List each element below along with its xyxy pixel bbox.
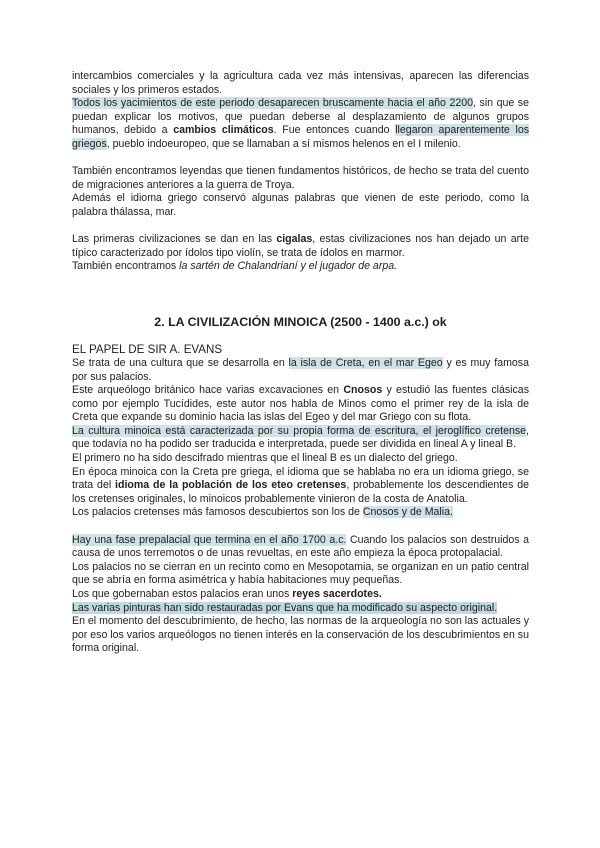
bold-text: idioma de la población de los eteo cretenses [115, 479, 347, 492]
text-run: Los palacios cretenses más famosos descubiertos son los de [72, 506, 363, 519]
highlight-text: Hay una fase prepalacial que termina en el año 1700 a.c. [72, 533, 347, 546]
paragraph-intro-5 [72, 233, 529, 260]
bold-text: reyes sacerdotes. [292, 588, 382, 600]
highlight-text: Las varias pinturas han sido restauradas por Evans que ha modificado su aspecto original. [72, 601, 498, 614]
text-run: y estudió las fuentes clásicas como por ejemplo Tucídides, este autor nos habla de Minos como el primer rey de la isla de Creta que expande su dominio hacia las islas del Egeo y del mar Griego con su flota. [72, 384, 529, 424]
text-run: Cuando los palacios son destruidos a causa de unos terremotos o de unas revueltas, en este año empieza la época protopalacial. [72, 533, 529, 560]
text-run: También encontramos [72, 260, 180, 273]
paragraph-intro-3: También encontramos leyendas que tienen fundamentos históricos, de hecho se trata del cuento de migraciones anteriores a la guerra de Troya. [72, 165, 529, 191]
highlight-text: la isla de Creta, en el mar Egeo [288, 356, 443, 369]
paragraph-section-9 [72, 588, 529, 602]
paragraph-section-6 [72, 506, 529, 520]
highlight-text: Cnosos y de Malia. [362, 506, 453, 519]
italic-text: la sartén de Chalandrianí y el jugador de arpa. [179, 260, 398, 273]
section-heading: 2. LA CIVILIZACIÓN MINOICA (2500 - 1400 a.c.) ok [154, 314, 447, 329]
text-run: , pueblo indoeuropeo, que se llamaban a sí mismos helenos en el I milenio. [106, 137, 461, 150]
text-run: , estas civilizaciones nos han dejado un arte típico caracterizado por ídolos tipo violín, se trata de ídolos en marmor. [72, 233, 529, 259]
paragraph-section-2 [72, 384, 529, 425]
paragraph-intro-2 [72, 97, 529, 151]
text-run: , probablemente los descendientes de los cretenses originales, lo minoicos probablemente vinieron de la costa de Anatolia. [72, 479, 529, 505]
bold-text: Cnosos [343, 384, 383, 397]
text-run: , sin que se puedan explicar los motivos, que puedan deberse al desplazamiento de algunos grupos humanos, debido a [72, 97, 529, 137]
text-run: En época minoica con la Creta pre griega, el idioma que se hablaba no era un idioma griego, se trata del [72, 465, 529, 492]
paragraph-section-3 [72, 425, 529, 452]
text-run: Los que gobernaban estos palacios eran unos [72, 588, 293, 600]
paragraph-section-7 [72, 534, 529, 561]
highlight-text: llegaron aparentemente los griegos [72, 124, 530, 150]
paragraph-section-5 [72, 466, 529, 507]
text-run: Las primeras civilizaciones se dan en las [72, 233, 277, 246]
section-subheading: EL PAPEL DE SIR A. EVANS [72, 342, 223, 356]
text-run: . Fue entonces cuando [273, 124, 396, 137]
document-page [72, 70, 529, 656]
paragraph-section-4: El primero no ha sido descifrado mientras que el lineal B es un dialecto del griego. [72, 452, 458, 465]
paragraph-section-1 [72, 357, 529, 384]
text-run: Se trata de una cultura que se desarrolla en [72, 356, 289, 369]
paragraph-section-11: En el momento del descubrimiento, de hecho, las normas de la arqueología no son las actuales y por eso los varios arqueólogos no tienen interés en la conservación de los descubrimientos en su forma original. [72, 615, 529, 655]
paragraph-intro-1: intercambios comerciales y la agricultura cada vez más intensivas, aparecen las diferencias sociales y los primeros estados. [72, 70, 529, 96]
text-run: y es muy famosa por sus palacios. [72, 356, 529, 383]
bold-text: cambios climáticos [173, 124, 274, 137]
paragraph-intro-6 [72, 260, 529, 274]
text-run: , que todavía no ha podido ser traducida e interpretada, puede ser dividida en lineal A y lineal B. [72, 424, 529, 451]
paragraph-section-8: Los palacios no se cierran en un recinto como en Mesopotamia, se organizan en un patio central que se abría en forma asimétrica y había habitaciones muy pequeñas. [72, 560, 529, 587]
paragraph-section-10 [72, 602, 529, 616]
highlight-text: La cultura minoica está caracterizada por su propia forma de escritura, el jeroglífico cretense [72, 424, 527, 437]
bold-text: cigalas [276, 233, 313, 246]
text-run: Este arqueólogo británico hace varias excavaciones en [72, 384, 344, 397]
highlight-text: Todos los yacimientos de este periodo desaparecen bruscamente hacia el año 2200 [72, 97, 474, 110]
paragraph-intro-4: Además el idioma griego conservó algunas palabras que vienen de este periodo, como la palabra thálassa, mar. [72, 192, 529, 218]
